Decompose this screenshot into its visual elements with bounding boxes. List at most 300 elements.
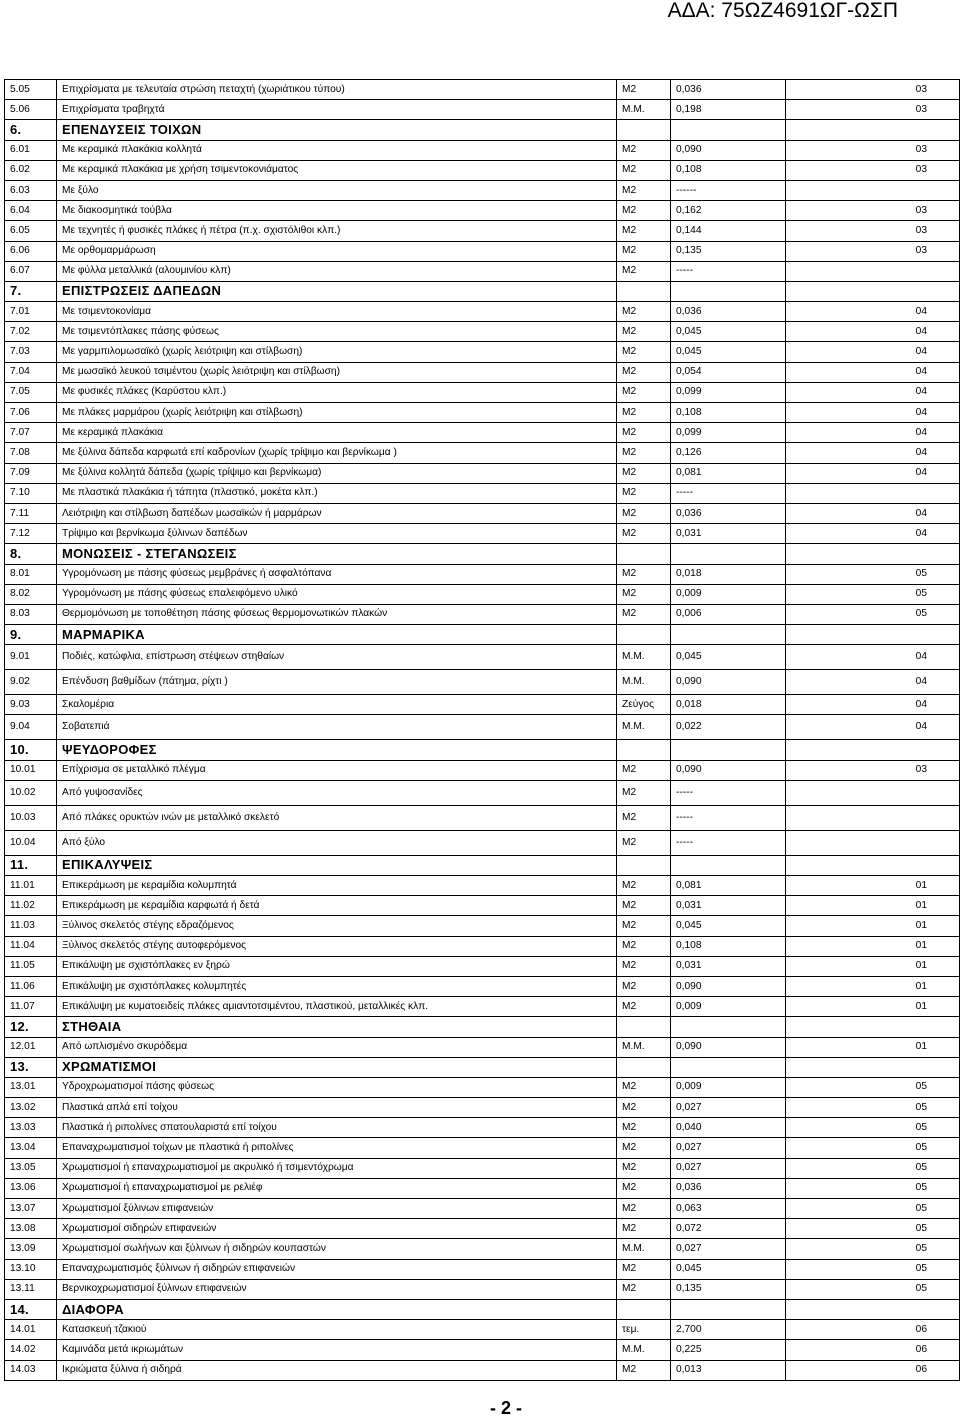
code-cell: 7.11 — [5, 503, 57, 523]
table-row — [5, 564, 960, 584]
code-cell: 13.05 — [5, 1158, 57, 1178]
table-row — [5, 382, 960, 402]
unit-cell: Μ2 — [617, 1199, 671, 1219]
unit-cell — [617, 855, 671, 875]
code-cell: 6.04 — [5, 201, 57, 221]
unit-cell: Μ2 — [617, 201, 671, 221]
code-cell: 11.05 — [5, 956, 57, 976]
unit-cell: Μ.Μ. — [617, 1239, 671, 1259]
description-cell: Με τσιμεντοκονίαμα — [57, 302, 617, 322]
value-cell: 0,135 — [671, 241, 786, 261]
description-cell: Καμινάδα μετά ικριωμάτων — [57, 1340, 617, 1360]
category-cell: 05 — [786, 1138, 960, 1158]
unit-cell: Μ2 — [617, 564, 671, 584]
section-header-row — [5, 855, 960, 875]
code-cell: 13.08 — [5, 1219, 57, 1239]
code-cell: 7.09 — [5, 463, 57, 483]
value-cell: 0,040 — [671, 1118, 786, 1138]
table-row — [5, 695, 960, 715]
table-row — [5, 805, 960, 830]
section-header-row — [5, 544, 960, 564]
value-cell: 0,090 — [671, 976, 786, 996]
code-cell: 14.01 — [5, 1320, 57, 1340]
table-row — [5, 160, 960, 180]
table-row — [5, 1118, 960, 1138]
description-cell: Χρωματισμοί σιδηρών επιφανειών — [57, 1219, 617, 1239]
description-cell: Με κεραμικά πλακάκια — [57, 423, 617, 443]
value-cell: 0,126 — [671, 443, 786, 463]
category-cell: 05 — [786, 1098, 960, 1118]
table-row — [5, 916, 960, 936]
category-cell — [786, 830, 960, 855]
description-cell: Με ορθομαρμάρωση — [57, 241, 617, 261]
category-cell — [786, 180, 960, 200]
table-row — [5, 1178, 960, 1198]
unit-cell: Μ2 — [617, 362, 671, 382]
code-cell: 13.10 — [5, 1259, 57, 1279]
unit-cell — [617, 625, 671, 645]
value-cell: 0,135 — [671, 1279, 786, 1299]
description-cell: ΔΙΑΦΟΡΑ — [57, 1299, 617, 1319]
unit-cell: Μ2 — [617, 760, 671, 780]
code-cell: 14.03 — [5, 1360, 57, 1380]
description-cell: Με τεχνητές ή φυσικές πλάκες ή πέτρα (π.χ. σχιστόλιθοι κλπ.) — [57, 221, 617, 241]
code-cell: 13.07 — [5, 1199, 57, 1219]
section-header-row — [5, 1057, 960, 1077]
unit-cell: Μ2 — [617, 483, 671, 503]
category-cell: 06 — [786, 1340, 960, 1360]
section-header-row — [5, 625, 960, 645]
description-cell: ΕΠΙΣΤΡΩΣΕΙΣ ΔΑΠΕΔΩΝ — [57, 281, 617, 301]
table-row — [5, 1259, 960, 1279]
description-cell: Επικάλυψη με σχιστόπλακες εν ξηρώ — [57, 956, 617, 976]
category-cell: 04 — [786, 403, 960, 423]
value-cell: 0,009 — [671, 1077, 786, 1097]
description-cell: Επένδυση βαθμίδων (πάτημα, ρίχτι ) — [57, 670, 617, 695]
table-row — [5, 876, 960, 896]
value-cell — [671, 625, 786, 645]
value-cell: ----- — [671, 780, 786, 805]
value-cell: 0,018 — [671, 564, 786, 584]
code-cell: 13.04 — [5, 1138, 57, 1158]
category-cell: 01 — [786, 896, 960, 916]
code-cell: 6.07 — [5, 261, 57, 281]
code-cell: 12. — [5, 1017, 57, 1037]
value-cell: ----- — [671, 830, 786, 855]
category-cell: 06 — [786, 1320, 960, 1340]
category-cell: 05 — [786, 604, 960, 624]
table-row — [5, 423, 960, 443]
description-cell: Χρωματισμοί ή επαναχρωματισμοί με ακρυλικό ή τσιμεντόχρωμα — [57, 1158, 617, 1178]
description-cell: ΜΟΝΩΣΕΙΣ - ΣΤΕΓΑΝΩΣΕΙΣ — [57, 544, 617, 564]
description-cell: Από πλάκες ορυκτών ινών με μεταλλικό σκελετό — [57, 805, 617, 830]
category-cell: 05 — [786, 564, 960, 584]
code-cell: 9.04 — [5, 715, 57, 740]
category-cell — [786, 780, 960, 805]
category-cell — [786, 625, 960, 645]
code-cell: 11.01 — [5, 876, 57, 896]
description-cell: Πλαστικά απλά επί τοίχου — [57, 1098, 617, 1118]
code-cell: 13.03 — [5, 1118, 57, 1138]
category-cell: 04 — [786, 342, 960, 362]
table-row — [5, 584, 960, 604]
category-cell: 04 — [786, 715, 960, 740]
unit-cell: Μ2 — [617, 584, 671, 604]
unit-cell — [617, 740, 671, 760]
unit-cell: Μ2 — [617, 342, 671, 362]
description-cell: Τρίψιμο και βερνίκωμα ξύλινων δαπέδων — [57, 524, 617, 544]
table-row — [5, 241, 960, 261]
unit-cell: Μ2 — [617, 443, 671, 463]
value-cell — [671, 1017, 786, 1037]
description-cell: ΨΕΥΔΟΡΟΦΕΣ — [57, 740, 617, 760]
description-cell: Επικάλυψη με σχιστόπλακες κολυμπητές — [57, 976, 617, 996]
value-cell: 0,198 — [671, 100, 786, 120]
table-row — [5, 760, 960, 780]
description-cell: Κατασκευή τζακιού — [57, 1320, 617, 1340]
unit-cell: Μ2 — [617, 403, 671, 423]
code-cell: 7. — [5, 281, 57, 301]
category-cell: 06 — [786, 1360, 960, 1380]
code-cell: 8.03 — [5, 604, 57, 624]
value-cell: 0,031 — [671, 956, 786, 976]
description-cell: Επαναχρωματισμός ξύλινων ή σιδηρών επιφανειών — [57, 1259, 617, 1279]
value-cell: 0,045 — [671, 1259, 786, 1279]
code-cell: 10.02 — [5, 780, 57, 805]
unit-cell: Μ2 — [617, 1219, 671, 1239]
category-cell: 03 — [786, 100, 960, 120]
code-cell: 11.03 — [5, 916, 57, 936]
category-cell: 01 — [786, 997, 960, 1017]
category-cell: 01 — [786, 936, 960, 956]
code-cell: 13. — [5, 1057, 57, 1077]
table-row — [5, 221, 960, 241]
code-cell: 7.10 — [5, 483, 57, 503]
value-cell: 0,072 — [671, 1219, 786, 1239]
unit-cell: Μ.Μ. — [617, 645, 671, 670]
category-cell: 04 — [786, 362, 960, 382]
category-cell: 04 — [786, 423, 960, 443]
value-cell: 0,045 — [671, 645, 786, 670]
description-cell: ΣΤΗΘΑΙΑ — [57, 1017, 617, 1037]
category-cell: 01 — [786, 876, 960, 896]
description-cell: Ξύλινος σκελετός στέγης αυτοφερόμενος — [57, 936, 617, 956]
category-cell — [786, 261, 960, 281]
category-cell: 04 — [786, 322, 960, 342]
code-cell: 7.04 — [5, 362, 57, 382]
code-cell: 6.06 — [5, 241, 57, 261]
value-cell: 0,108 — [671, 936, 786, 956]
table-row — [5, 1219, 960, 1239]
table-row — [5, 956, 960, 976]
table-row — [5, 261, 960, 281]
description-cell: Χρωματισμοί ή επαναχρωματισμοί με ρελιέφ — [57, 1178, 617, 1198]
description-cell: Σοβατεπιά — [57, 715, 617, 740]
unit-cell — [617, 1057, 671, 1077]
unit-cell: Μ.Μ. — [617, 1340, 671, 1360]
table-row — [5, 1098, 960, 1118]
table-row — [5, 463, 960, 483]
table-row — [5, 503, 960, 523]
table-row — [5, 403, 960, 423]
value-cell: 0,036 — [671, 80, 786, 100]
description-cell: Με φυσικές πλάκες (Καρύστου κλπ.) — [57, 382, 617, 402]
section-header-row — [5, 1299, 960, 1319]
table-row — [5, 780, 960, 805]
unit-cell: Μ2 — [617, 80, 671, 100]
value-cell: 0,022 — [671, 715, 786, 740]
value-cell — [671, 1299, 786, 1319]
category-cell: 03 — [786, 241, 960, 261]
page-number: - 2 - — [490, 1398, 523, 1418]
unit-cell: Μ2 — [617, 524, 671, 544]
category-cell — [786, 544, 960, 564]
value-cell: 0,013 — [671, 1360, 786, 1380]
value-cell: 0,027 — [671, 1239, 786, 1259]
unit-cell: Μ2 — [617, 876, 671, 896]
description-cell: Με κεραμικά πλακάκια με χρήση τσιμεντοκονιάματος — [57, 160, 617, 180]
table-row — [5, 1077, 960, 1097]
table-row — [5, 715, 960, 740]
description-cell: ΕΠΕΝΔΥΣΕΙΣ ΤΟΙΧΩΝ — [57, 120, 617, 140]
value-cell: 0,090 — [671, 760, 786, 780]
description-cell: Από ωπλισμένο σκυρόδεμα — [57, 1037, 617, 1057]
code-cell: 8.02 — [5, 584, 57, 604]
value-cell: 0,045 — [671, 916, 786, 936]
category-cell: 01 — [786, 956, 960, 976]
code-cell: 7.01 — [5, 302, 57, 322]
table-row — [5, 322, 960, 342]
table-row — [5, 1037, 960, 1057]
unit-cell: Μ.Μ. — [617, 100, 671, 120]
value-cell: 0,036 — [671, 302, 786, 322]
unit-cell: Μ2 — [617, 1098, 671, 1118]
value-cell: ----- — [671, 805, 786, 830]
unit-cell: Μ2 — [617, 423, 671, 443]
unit-cell: Μ2 — [617, 956, 671, 976]
code-cell: 14.02 — [5, 1340, 57, 1360]
table-row — [5, 1320, 960, 1340]
value-cell — [671, 1057, 786, 1077]
table-row — [5, 443, 960, 463]
ada-code: ΑΔΑ: 75ΩΖ4691ΩΓ-ΩΣΠ — [667, 0, 898, 22]
code-cell: 7.08 — [5, 443, 57, 463]
table-row — [5, 670, 960, 695]
value-cell: 0,144 — [671, 221, 786, 241]
description-cell: Επικάλυψη με κυματοειδείς πλάκες αμιαντοτσιμέντου, πλαστικού, μεταλλικές κλπ. — [57, 997, 617, 1017]
section-header-row — [5, 740, 960, 760]
description-cell: Ικριώματα ξύλινα ή σιδηρά — [57, 1360, 617, 1380]
code-cell: 5.06 — [5, 100, 57, 120]
unit-cell: Μ.Μ. — [617, 670, 671, 695]
value-cell: 0,108 — [671, 160, 786, 180]
table-row — [5, 1279, 960, 1299]
code-cell: 9.03 — [5, 695, 57, 715]
value-cell: 0,090 — [671, 140, 786, 160]
description-cell: Επίχρισμα σε μεταλλικό πλέγμα — [57, 760, 617, 780]
description-cell: Θερμομόνωση με τοποθέτηση πάσης φύσεως θερμομονωτικών πλακών — [57, 604, 617, 624]
unit-cell: Μ2 — [617, 916, 671, 936]
unit-cell — [617, 120, 671, 140]
value-cell: ----- — [671, 261, 786, 281]
category-cell: 05 — [786, 1219, 960, 1239]
table-row — [5, 483, 960, 503]
description-cell: Υδροχρωματισμοί πάσης φύσεως — [57, 1077, 617, 1097]
description-cell: Σκαλομέρια — [57, 695, 617, 715]
description-cell: Με πλαστικά πλακάκια ή τάπητα (πλαστικό, μοκέτα κλπ.) — [57, 483, 617, 503]
description-cell: Από γυψοσανίδες — [57, 780, 617, 805]
value-cell: 0,225 — [671, 1340, 786, 1360]
value-cell — [671, 281, 786, 301]
table-row — [5, 201, 960, 221]
category-cell: 04 — [786, 645, 960, 670]
unit-cell: Μ2 — [617, 382, 671, 402]
category-cell: 04 — [786, 524, 960, 544]
unit-cell: Μ2 — [617, 1118, 671, 1138]
code-cell: 7.03 — [5, 342, 57, 362]
category-cell — [786, 1017, 960, 1037]
code-cell: 13.11 — [5, 1279, 57, 1299]
value-cell: 0,099 — [671, 382, 786, 402]
code-cell: 8.01 — [5, 564, 57, 584]
category-cell: 03 — [786, 201, 960, 221]
unit-cell: Μ2 — [617, 503, 671, 523]
description-cell: Από ξύλο — [57, 830, 617, 855]
description-cell: Ξύλινος σκελετός στέγης εδραζόμενος — [57, 916, 617, 936]
description-cell: Χρωματισμοί ξύλινων επιφανειών — [57, 1199, 617, 1219]
code-cell: 6.03 — [5, 180, 57, 200]
value-cell — [671, 855, 786, 875]
unit-cell: Μ2 — [617, 830, 671, 855]
table-row — [5, 342, 960, 362]
unit-cell — [617, 1017, 671, 1037]
table-row — [5, 362, 960, 382]
category-cell: 05 — [786, 1158, 960, 1178]
description-cell: Ποδιές, κατώφλια, επίστρωση στέψεων στηθαίων — [57, 645, 617, 670]
category-cell: 05 — [786, 1178, 960, 1198]
table-row — [5, 180, 960, 200]
description-cell: Με πλάκες μαρμάρου (χωρίς λειότριψη και στίλβωση) — [57, 403, 617, 423]
value-cell: 0,045 — [671, 342, 786, 362]
description-cell: Με τσιμεντόπλακες πάσης φύσεως — [57, 322, 617, 342]
value-cell: 0,031 — [671, 896, 786, 916]
value-cell: 0,027 — [671, 1158, 786, 1178]
table-row — [5, 302, 960, 322]
description-cell: Λειότριψη και στίλβωση δαπέδων μωσαϊκών ή μαρμάρων — [57, 503, 617, 523]
table-row — [5, 1360, 960, 1380]
code-cell: 7.06 — [5, 403, 57, 423]
category-cell: 01 — [786, 976, 960, 996]
table-row — [5, 1199, 960, 1219]
unit-cell — [617, 544, 671, 564]
value-cell: 0,031 — [671, 524, 786, 544]
unit-cell: Μ2 — [617, 302, 671, 322]
unit-cell: τεμ. — [617, 1320, 671, 1340]
value-cell: 0,054 — [671, 362, 786, 382]
code-cell: 14. — [5, 1299, 57, 1319]
unit-cell: Μ2 — [617, 1158, 671, 1178]
section-header-row — [5, 1017, 960, 1037]
code-cell: 11. — [5, 855, 57, 875]
category-cell: 04 — [786, 695, 960, 715]
code-cell: 9.02 — [5, 670, 57, 695]
description-cell: Υγρομόνωση με πάσης φύσεως επαλειφόμενο υλικό — [57, 584, 617, 604]
code-cell: 8. — [5, 544, 57, 564]
category-cell: 05 — [786, 1199, 960, 1219]
category-cell — [786, 805, 960, 830]
code-cell: 10.04 — [5, 830, 57, 855]
code-cell: 11.02 — [5, 896, 57, 916]
value-cell: 0,009 — [671, 584, 786, 604]
table-row — [5, 896, 960, 916]
category-cell — [786, 740, 960, 760]
table-row — [5, 1158, 960, 1178]
value-cell: 0,090 — [671, 1037, 786, 1057]
category-cell: 04 — [786, 670, 960, 695]
value-cell: 0,090 — [671, 670, 786, 695]
category-cell: 04 — [786, 463, 960, 483]
value-cell — [671, 120, 786, 140]
category-cell: 03 — [786, 221, 960, 241]
description-cell: Επικεράμωση με κεραμίδια κολυμπητά — [57, 876, 617, 896]
value-cell: 0,099 — [671, 423, 786, 443]
value-cell — [671, 544, 786, 564]
unit-cell: Μ2 — [617, 221, 671, 241]
code-cell: 7.05 — [5, 382, 57, 402]
unit-cell: Μ2 — [617, 1279, 671, 1299]
value-cell: 0,108 — [671, 403, 786, 423]
code-cell: 6.05 — [5, 221, 57, 241]
unit-cell: Μ2 — [617, 1178, 671, 1198]
value-cell: 0,081 — [671, 876, 786, 896]
category-cell: 05 — [786, 1279, 960, 1299]
table-row — [5, 1239, 960, 1259]
description-cell: Με φύλλα μεταλλικά (αλουμινίου κλπ) — [57, 261, 617, 281]
code-cell: 13.06 — [5, 1178, 57, 1198]
description-cell: ΕΠΙΚΑΛΥΨΕΙΣ — [57, 855, 617, 875]
table-row — [5, 524, 960, 544]
value-cell: 0,027 — [671, 1098, 786, 1118]
category-cell: 01 — [786, 1037, 960, 1057]
unit-cell — [617, 1299, 671, 1319]
code-cell: 11.06 — [5, 976, 57, 996]
description-cell: Επικεράμωση με κεραμίδια καρφωτά ή δετά — [57, 896, 617, 916]
coefficients-table — [4, 79, 960, 1381]
category-cell: 03 — [786, 140, 960, 160]
value-cell: 0,063 — [671, 1199, 786, 1219]
code-cell: 13.09 — [5, 1239, 57, 1259]
unit-cell: Μ2 — [617, 140, 671, 160]
code-cell: 12.01 — [5, 1037, 57, 1057]
section-header-row — [5, 281, 960, 301]
unit-cell: Μ2 — [617, 1077, 671, 1097]
description-cell: Με γαρμπιλομωσαϊκό (χωρίς λειότριψη και στίλβωση) — [57, 342, 617, 362]
category-cell: 05 — [786, 1118, 960, 1138]
category-cell: 04 — [786, 503, 960, 523]
value-cell: 0,036 — [671, 503, 786, 523]
category-cell: 05 — [786, 1239, 960, 1259]
description-cell: Με ξύλο — [57, 180, 617, 200]
table-row — [5, 997, 960, 1017]
unit-cell: Μ2 — [617, 463, 671, 483]
unit-cell: Μ2 — [617, 180, 671, 200]
category-cell: 04 — [786, 443, 960, 463]
value-cell: 0,081 — [671, 463, 786, 483]
unit-cell: Μ2 — [617, 896, 671, 916]
code-cell: 6.02 — [5, 160, 57, 180]
description-cell: Με κεραμικά πλακάκια κολλητά — [57, 140, 617, 160]
description-cell: ΜΑΡΜΑΡΙΚΑ — [57, 625, 617, 645]
